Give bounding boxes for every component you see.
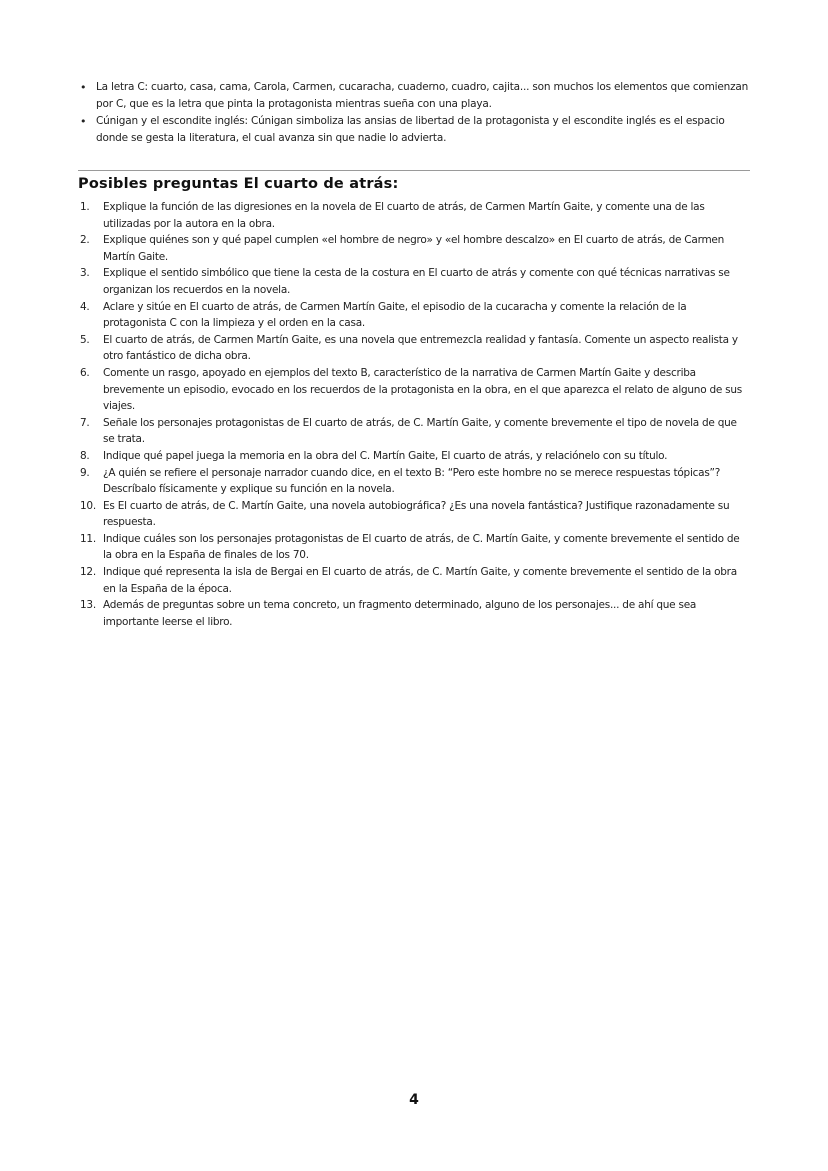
question-number: 5.: [80, 333, 90, 346]
question-text: Además de preguntas sobre un tema concreto, un fragmento determinado, alguno de los personajes... de ahí que sea importante leerse el libro.: [103, 599, 697, 628]
question-item: [78, 299, 750, 332]
question-number: 11.: [80, 532, 96, 545]
bullet-item: [78, 79, 750, 113]
question-number: 9.: [80, 466, 90, 479]
question-number: 4.: [80, 300, 90, 313]
bullet-text: La letra C: cuarto, casa, cama, Carola, Carmen, cucaracha, cuaderno, cuadro, cajita... son muchos los elementos que comienzan por C, que es la letra que pinta la protagonista mientras sueña con una playa.: [96, 81, 749, 110]
question-text: Explique la función de las digresiones en la novela de El cuarto de atrás, de Carmen Martín Gaite, y comente una de las utilizadas por la autora en la obra.: [103, 201, 705, 230]
bullet-dot-icon: •: [80, 81, 87, 94]
question-number: 13.: [80, 599, 96, 612]
question-number: 1.: [80, 201, 90, 213]
question-number: 6.: [80, 366, 90, 379]
question-text: Explique quiénes son y qué papel cumplen «el hombre de negro» y «el hombre descalzo» en El cuarto de atrás, de Carmen Martín Gaite.: [103, 234, 725, 263]
question-item: [78, 332, 750, 365]
question-text: ¿A quién se refiere el personaje narrador cuando dice, en el texto B: “Pero este hombre no se merece respuestas tópicas”? Descríbalo físicamente y explique su función en la novela.: [103, 466, 721, 496]
question-text: Es El cuarto de atrás, de C. Martín Gaite, una novela autobiográfica? ¿Es una novela fantástica? Justifique razonadamente su respuesta.: [103, 499, 730, 529]
question-number: 7.: [80, 416, 90, 429]
question-number: 12.: [80, 566, 96, 579]
question-number: 8.: [80, 449, 90, 462]
bullet-dot-icon: •: [80, 115, 87, 128]
question-item: [78, 564, 750, 597]
question-number: 3.: [80, 267, 90, 280]
question-item: [78, 498, 750, 531]
question-item: [78, 232, 750, 265]
question-item: [78, 597, 750, 630]
section-divider: [78, 170, 750, 171]
question-text: Señale los personajes protagonistas de El cuarto de atrás, de C. Martín Gaite, y comente brevemente el tipo de novela de que se trata.: [103, 416, 737, 446]
question-item: [78, 465, 750, 498]
question-item: [78, 199, 750, 232]
bullet-text: Cúnigan y el escondite inglés: Cúnigan simboliza las ansias de libertad de la protagonista y el escondite inglés es el espacio donde se gesta la literatura, el cual avanza sin que nadie lo advierta.: [96, 115, 725, 144]
section-title: Posibles preguntas El cuarto de atrás:: [78, 176, 399, 192]
questions-list: [78, 199, 750, 630]
bullet-list: [78, 79, 750, 147]
question-text: Indique qué representa la isla de Bergai en El cuarto de atrás, de C. Martín Gaite, y comente brevemente el sentido de la obra en la España de la época.: [103, 566, 737, 595]
question-text: Explique el sentido simbólico que tiene la cesta de la costura en El cuarto de atrás y comente con qué técnicas narrativas se organizan los recuerdos en la novela.: [103, 267, 730, 296]
question-text: Indique qué papel juega la memoria en la obra del C. Martín Gaite, El cuarto de atrás, y relaciónelo con su título.: [103, 449, 668, 462]
bullet-item: [78, 113, 750, 147]
page-number: 4: [409, 1092, 419, 1108]
question-text: El cuarto de atrás, de Carmen Martín Gaite, es una novela que entremezcla realidad y fantasía. Comente un aspecto realista y otro fantástico de dicha obra.: [103, 333, 738, 363]
question-number: 10.: [80, 499, 96, 512]
question-item: [78, 415, 750, 448]
question-text: Indique cuáles son los personajes protagonistas de El cuarto de atrás, de C. Martín Gaite, y comente brevemente el sentido de la obra en la España de finales de los 70.: [103, 532, 740, 562]
question-item: [78, 448, 750, 465]
question-item: [78, 531, 750, 564]
question-text: Comente un rasgo, apoyado en ejemplos del texto B, característico de la narrativa de Carmen Martín Gaite y describa brevemente un episodio, evocado en los recuerdos de la protagonista en la obra, en el que aparezca el relato de alguno de sus viajes.: [103, 366, 743, 413]
question-text: Aclare y sitúe en El cuarto de atrás, de Carmen Martín Gaite, el episodio de la cucaracha y comente la relación de la protagonista C con la limpieza y el orden en la casa.: [103, 300, 687, 330]
question-item: [78, 265, 750, 298]
question-item: [78, 365, 750, 415]
question-number: 2.: [80, 234, 90, 247]
